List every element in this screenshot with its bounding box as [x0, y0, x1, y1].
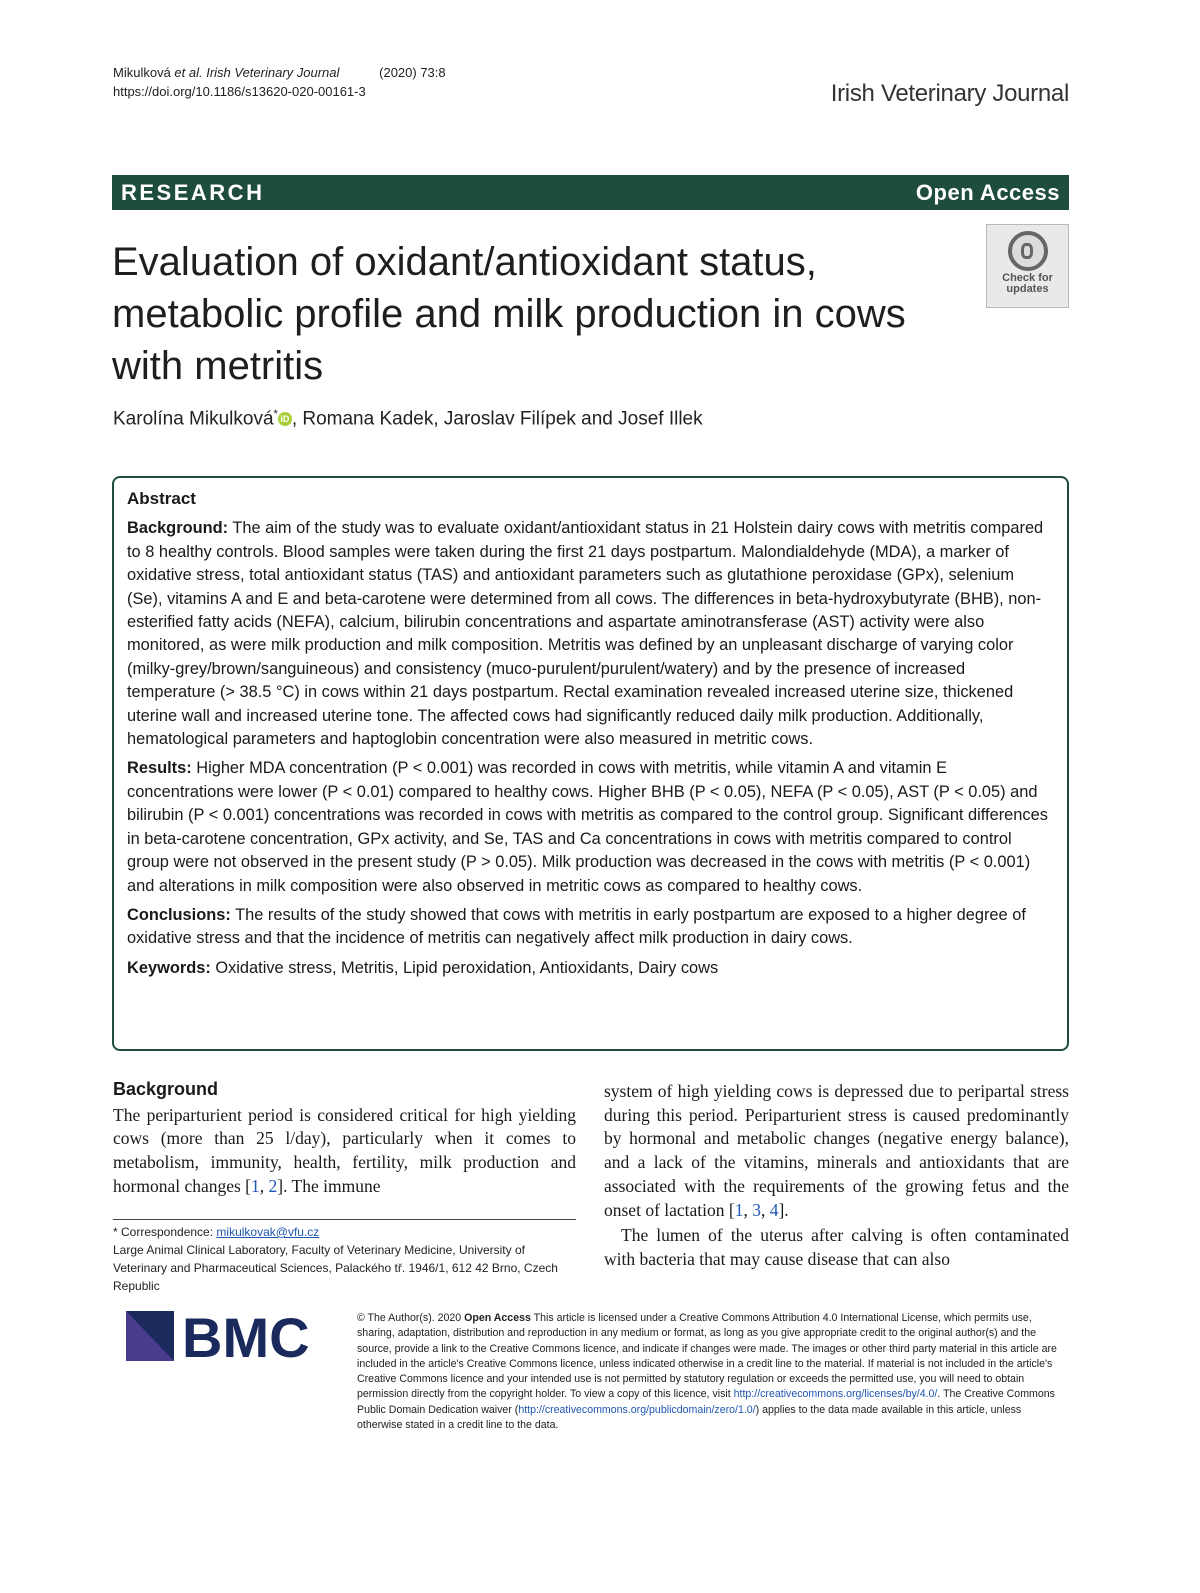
citation-link[interactable]: 4 [769, 1199, 779, 1220]
citation-sep: , [743, 1199, 753, 1220]
citation-header [113, 63, 446, 101]
correspondence-footnote [113, 1223, 578, 1295]
bmc-logo [126, 1305, 336, 1365]
conclusions-label: Conclusions: [127, 905, 231, 924]
background-label: Background: [127, 519, 229, 538]
abstract-keywords [127, 957, 1054, 980]
abstract-background [127, 517, 1054, 751]
abstract-box [112, 476, 1069, 1051]
bmc-logo-mark [126, 1305, 336, 1365]
citation-year: (2020) 73:8 [379, 65, 446, 80]
abstract-results [127, 757, 1054, 897]
body-text: ]. The immune [277, 1175, 381, 1196]
body-paragraph: The lumen of the uterus after calving is often contaminated with bacteria that may cause disease that can also [604, 1225, 1069, 1269]
footnote-divider [113, 1219, 576, 1220]
check-updates-line2: updates [1006, 283, 1049, 295]
citation-link[interactable]: 2 [268, 1175, 278, 1196]
correspondence-label: * Correspondence: [113, 1225, 217, 1239]
citation-link[interactable]: 1 [251, 1175, 260, 1196]
license-text: . The Creative Commons Public Domain Dedication waiver ( [357, 1388, 1055, 1416]
corresponding-mark: * [273, 408, 278, 420]
author-list [113, 408, 703, 430]
body-text: system of high yielding cows is depressed due to peripartal stress during this period. Periparturient stress is caused predominantly by hormonal and metabolic changes (negative energy balance), and a lack of the vitamins, minerals and antioxidants that are associated with the requirements of the growing fetus and the onset of lactation [ [604, 1081, 1069, 1220]
correspondence-email-link[interactable]: mikulkovak@vfu.cz [216, 1225, 320, 1239]
abstract-heading: Abstract [127, 489, 196, 508]
license-text: This article is licensed under a Creative Commons Attribution 4.0 International License, which permits use, sharing, adaptation, distribution and reproduction in any medium or format, as long as you give appropriate credit to the original author(s) and the source, provide a link to the Creative Commons licence, and indicate if changes were made. The images or other third party material in this article are included in the article's Creative Commons licence, unless indicated otherwise in a credit line to the material. If material is not included in the article's Creative Commons licence and your intended use is not permitted by statutory regulation or exceeds the permitted use, you will need to obtain permission directly from the copyright holder. To view a copy of this licence, visit [357, 1312, 1057, 1401]
body-column-right [604, 1080, 1069, 1272]
journal-name: Irish Veterinary Journal [830, 80, 1069, 107]
author-rest: , Romana Kadek, Jaroslav Filípek and Josef Illek [291, 408, 703, 430]
bookmark-icon [1008, 231, 1048, 271]
body-paragraph [113, 1104, 576, 1199]
license-link-cc-by[interactable]: http://creativecommons.org/licenses/by/4.0/ [733, 1388, 938, 1401]
check-for-updates-button[interactable] [986, 224, 1069, 308]
citation-sep: , [760, 1199, 770, 1220]
license-open-access: Open Access [464, 1312, 531, 1324]
citation-journal: et al. Irish Veterinary Journal [174, 65, 340, 80]
keywords-text: Oxidative stress, Metritis, Lipid peroxidation, Antioxidants, Dairy cows [210, 958, 719, 977]
affiliation: Large Animal Clinical Laboratory, Faculty of Veterinary Medicine, University of Veterinary and Pharmaceutical Sciences, Palackého tř. 1946/1, 612 42 Brno, Czech Republic [113, 1243, 558, 1293]
keywords-label: Keywords: [127, 958, 211, 977]
results-label: Results: [127, 759, 192, 778]
body-paragraph [604, 1080, 1069, 1222]
conclusions-text: The results of the study showed that cows with metritis in early postpartum are exposed to a higher degree of oxidative stress and that the incidence of metritis can negatively affect milk production in dairy cows. [127, 905, 1026, 948]
citation-sep: , [259, 1175, 269, 1196]
body-text: The periparturient period is considered critical for high yielding cows (more than 25 l/day), particularly when it comes to metabolism, immunity, health, fertility, milk production and hormonal changes [ [113, 1104, 576, 1196]
results-text: Higher MDA concentration (P < 0.001) was recorded in cows with metritis, while vitamin A and vitamin E concentrations were lower (P < 0.01) compared to healthy cows. Higher BHB (P < 0.05), NEFA (P < 0.05), AST (P < 0.05) and bilirubin (P < 0.001) concentrations was recorded in cows with metritis as compared to the control group. Significant differences in beta-carotene concentration, GPx activity, and Se, TAS and Ca concentrations in cows with metritis compared to control group were not observed in the present study (P > 0.05). Milk production was decreased in the cows with metritis (P < 0.001) and alterations in milk composition were also observed in metritic cows as compared to healthy cows. [127, 759, 1048, 895]
abstract-conclusions [127, 904, 1054, 951]
article-type-banner [112, 175, 1069, 210]
body-column-left [113, 1078, 576, 1199]
background-text: The aim of the study was to evaluate oxidant/antioxidant status in 21 Holstein dairy cows with metritis compared to 8 healthy controls. Blood samples were taken during the first 21 days postpartum. Malondialdehyde (MDA), a marker of oxidative stress, total antioxidant status (TAS) and antioxidant parameters such as glutathione peroxidase (GPx), selenium (Se), vitamins A and E and beta-carotene were determined from all cows. The differences in beta-hydroxybutyrate (BHB), non-esterified fatty acids (NEFA), calcium, bilirubin concentrations and aspartate aminotransferase (AST) activity were also monitored, as were milk production and milk composition. Metritis was defined by an unpleasant discharge of varying color (milky-grey/brown/sanguineous) and consistency (muco-purulent/purulent/watery) and by the presence of increased temperature (> 38.5 °C) in cows within 21 days postpartum. Rectal examination revealed increased uterine size, thickened uterine wall and increased uterine tone. The affected cows had significantly reduced daily milk production. Additionally, hematological parameters and haptoglobin concentration were also measured in metritic cows. [127, 519, 1044, 749]
open-access-label: Open Access [915, 179, 1060, 205]
bmc-logo-text: BMC [182, 1306, 310, 1365]
license-text: ) applies to the data made available in this article, unless otherwise stated in a credit line to the data. [357, 1403, 1022, 1432]
orcid-icon[interactable]: iD [278, 412, 292, 426]
license-statement [357, 1311, 1069, 1433]
section-heading-background: Background [113, 1079, 219, 1099]
article-type-label: RESEARCH [121, 179, 265, 205]
author-first: Karolína Mikulková [113, 408, 274, 430]
citation-authors: Mikulková [113, 65, 175, 80]
citation-link[interactable]: 3 [752, 1199, 761, 1220]
doi-link[interactable]: https://doi.org/10.1186/s13620-020-00161-3 [113, 84, 366, 99]
body-text: ]. [778, 1199, 789, 1220]
license-lead: © The Author(s). 2020 [357, 1312, 465, 1324]
citation-link[interactable]: 1 [734, 1199, 744, 1220]
license-link-cc0[interactable]: http://creativecommons.org/publicdomain/zero/1.0/ [518, 1403, 756, 1416]
article-title: Evaluation of oxidant/antioxidant status, metabolic profile and milk production in cows with metritis [112, 240, 906, 388]
check-updates-line1: Check for [1002, 272, 1053, 284]
